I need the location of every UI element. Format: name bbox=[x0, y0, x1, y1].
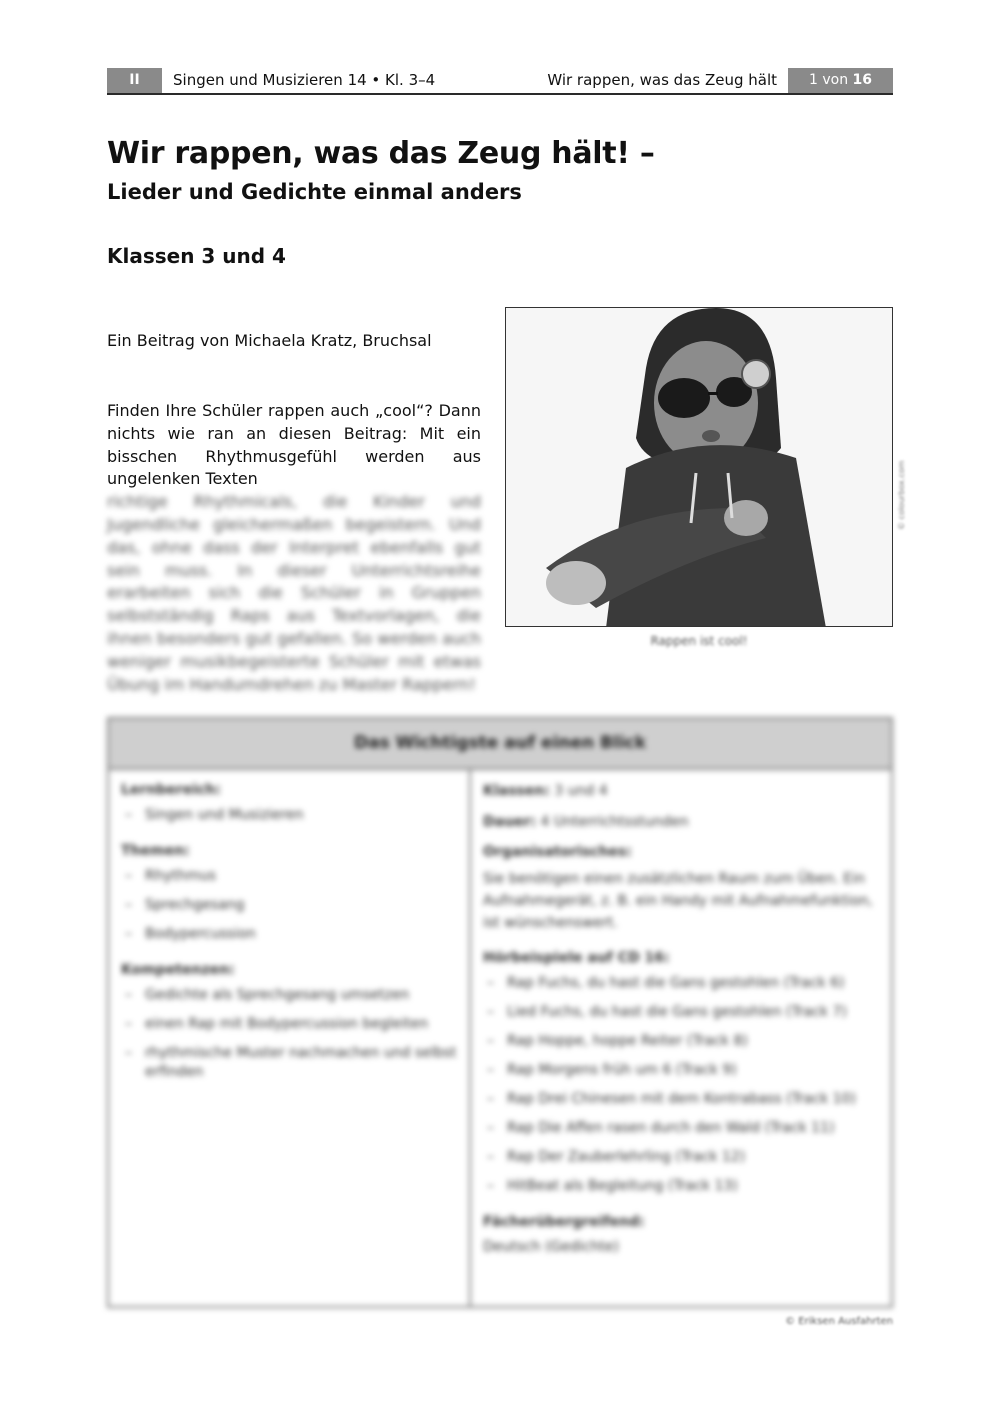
audio-list bbox=[483, 974, 881, 1196]
overview-heading: Das Wichtigste auf einen Blick bbox=[109, 719, 891, 770]
grade-level: Klassen 3 und 4 bbox=[107, 244, 286, 268]
subject-value: Deutsch (Gedichte) bbox=[483, 1239, 619, 1255]
kompetenzen-list bbox=[121, 986, 459, 1082]
author-line: Ein Beitrag von Michaela Kratz, Bruchsal bbox=[107, 331, 432, 350]
list-item: – Rhythmus bbox=[121, 867, 459, 886]
photo-caption: Rappen ist cool! bbox=[650, 634, 748, 648]
lernbereich-list bbox=[121, 806, 459, 825]
klassen-value: 3 und 4 bbox=[554, 783, 608, 799]
photo-credit: © colourbox.com bbox=[897, 460, 906, 530]
dauer-line bbox=[483, 813, 881, 832]
org-text: Sie benötigen einen zusätzlichen Raum zum Üben. Ein Aufnahmegerät, z. B. ein Handy mit Aufnahmefunktion, ist wünschenswert. bbox=[483, 871, 873, 931]
running-title: Wir rappen, was das Zeug hält bbox=[547, 71, 777, 89]
running-header bbox=[107, 68, 893, 95]
list-item: – einen Rap mit Bodypercussion begleiten bbox=[121, 1015, 459, 1034]
dauer-label: Dauer: bbox=[483, 814, 537, 830]
subject-label: Fächerübergreifend: bbox=[483, 1214, 645, 1230]
list-item: – HitBeat als Begleitung (Track 13) bbox=[483, 1177, 881, 1196]
list-item: – Bodypercussion bbox=[121, 925, 459, 944]
series-title: Singen und Musizieren 14 • Kl. 3–4 bbox=[173, 71, 436, 89]
lernbereich-label: Lernbereich: bbox=[121, 782, 221, 798]
klassen-line bbox=[483, 782, 881, 801]
overview-left-column bbox=[109, 770, 471, 1306]
intro-visible: Finden Ihre Schüler rappen auch „cool“? Dann nichts wie ran an diesen Beitrag: Mit ein bisschen Rhythmusgefühl werden aus ungelenken Texten bbox=[107, 401, 481, 489]
intro-text bbox=[107, 400, 481, 696]
page-total: 16 bbox=[852, 72, 873, 88]
overview-right-column bbox=[471, 770, 891, 1306]
list-item: – Singen und Musizieren bbox=[121, 806, 459, 825]
page-subtitle: Lieder und Gedichte einmal anders bbox=[107, 180, 522, 204]
list-item: – Rap Drei Chinesen mit dem Kontrabass (Track 10) bbox=[483, 1090, 881, 1109]
copyright-note: © Eriksen Ausfahrten bbox=[785, 1316, 893, 1327]
page-prefix: 1 von bbox=[808, 72, 849, 88]
org-label: Organisatorisches: bbox=[483, 844, 632, 860]
themen-label: Themen: bbox=[121, 843, 190, 859]
list-item: – Rap Morgens früh um 6 (Track 9) bbox=[483, 1061, 881, 1080]
list-item: – Sprechgesang bbox=[121, 896, 459, 915]
chapter-number: II bbox=[107, 68, 162, 93]
page-title: Wir rappen, was das Zeug hält! – bbox=[107, 136, 655, 171]
overview-box bbox=[107, 717, 893, 1308]
themen-list bbox=[121, 867, 459, 944]
page-number bbox=[788, 68, 893, 93]
list-item: – Rap Hoppe, hoppe Reiter (Track 8) bbox=[483, 1032, 881, 1051]
klassen-label: Klassen: bbox=[483, 783, 550, 799]
list-item: – Rap Der Zauberlehrling (Track 12) bbox=[483, 1148, 881, 1167]
kompetenzen-label: Kompetenzen: bbox=[121, 962, 235, 978]
intro-blurred: richtige Rhythmicals, die Kinder und Jugendliche gleichermaßen begeistern. Und das, ohne dass der Interpret ebenfalls gut sein muss. In dieser Unterrichtsreihe erarbeiten sich die Schüler in Gruppen selbstständig Raps aus Textvorlagen, die ihnen besonders gut gefallen. So werden auch weniger musikbegeisterte Schüler mit etwas Übung im Handumdrehen zu Master Rappern! bbox=[107, 492, 481, 694]
rapper-photo bbox=[505, 307, 893, 627]
list-item: – Rap Fuchs, du hast die Gans gestohlen (Track 6) bbox=[483, 974, 881, 993]
rapper-illustration bbox=[506, 308, 893, 627]
list-item: – Gedichte als Sprechgesang umsetzen bbox=[121, 986, 459, 1005]
audio-label: Hörbeispiele auf CD 16: bbox=[483, 950, 670, 966]
list-item: – Lied Fuchs, du hast die Gans gestohlen (Track 7) bbox=[483, 1003, 881, 1022]
list-item: – Rap Die Affen rasen durch den Wald (Track 11) bbox=[483, 1119, 881, 1138]
list-item: – rhythmische Muster nachmachen und selbst erfinden bbox=[121, 1044, 459, 1082]
dauer-value: 4 Unterrichtsstunden bbox=[540, 814, 689, 830]
